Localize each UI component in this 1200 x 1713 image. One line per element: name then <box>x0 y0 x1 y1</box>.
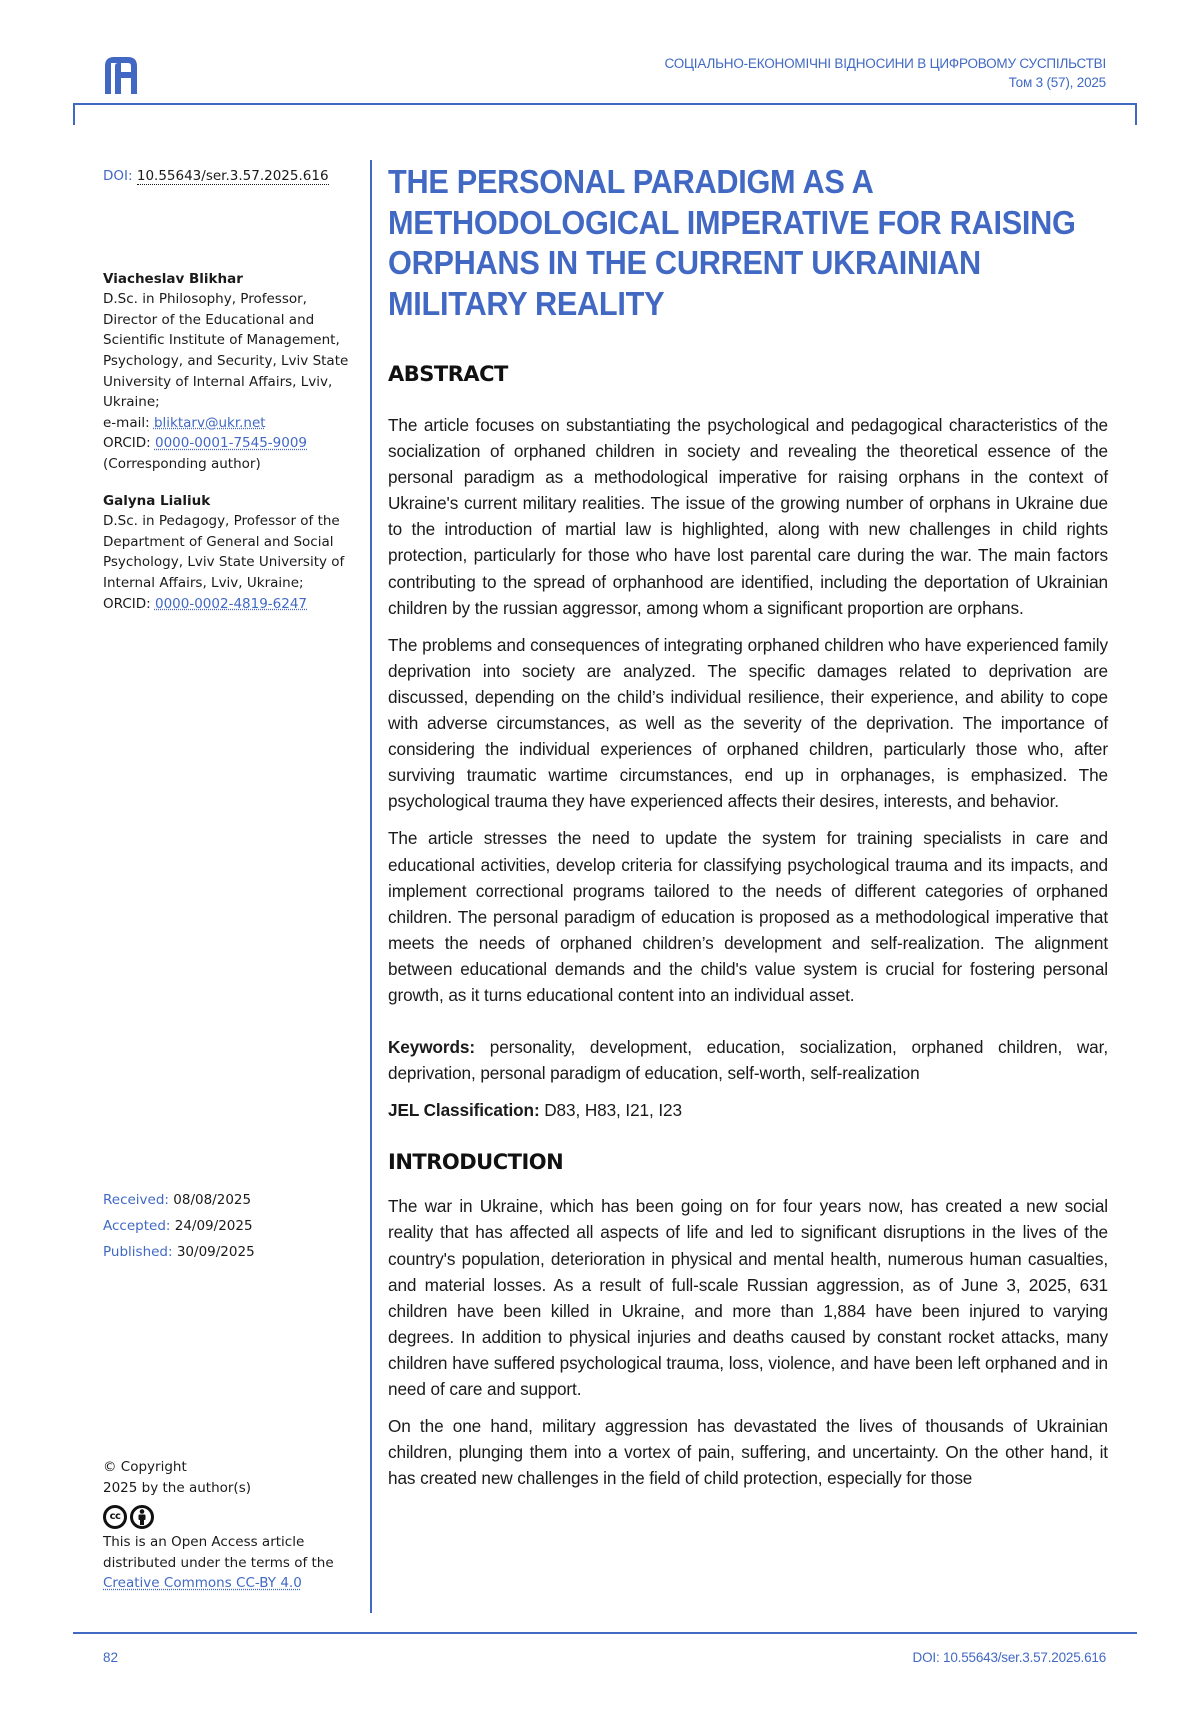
email-link[interactable]: bliktarv@ukr.net <box>153 414 266 431</box>
date-label: Accepted: <box>103 1218 171 1234</box>
keywords-value: personality, development, education, socialization, orphaned children, war, deprivation, personal paradigm of education, self-worth, self-realization <box>388 1037 1108 1084</box>
top-rule-tick-right <box>1135 103 1137 125</box>
date-label: Received: <box>103 1192 169 1208</box>
abstract-heading: ABSTRACT <box>388 362 508 386</box>
attribution-person-icon <box>130 1505 154 1529</box>
author-affiliation: D.Sc. in Philosophy, Professor, Director of the Educational and Scientific Institute of Management, Psychology, and Security, Lviv State University of Internal Affairs, Lviv, Ukraine; <box>103 291 349 411</box>
journal-header <box>664 54 1106 92</box>
copyright-block <box>103 1457 363 1594</box>
date-received <box>103 1187 255 1213</box>
date-accepted <box>103 1213 255 1239</box>
introduction-paragraph: The war in Ukraine, which has been going on for four years now, has created a new social reality that has affected all aspects of life and led to significant disruptions in the lives of the country's population, deterioration in physical and mental health, numerous human casualties, and material losses. As a result of full-scale Russian aggression, as of June 3, 2025, 631 children have been killed in Ukraine, and more than 1,884 have been injured to varying degrees. In addition to physical injuries and deaths caused by constant rocket attacks, many children have suffered psychological trauma, loss, violence, and have been left orphaned and in need of care and support. <box>388 1196 1108 1399</box>
author-name: Viacheslav Blikhar <box>103 270 243 287</box>
introduction-body <box>388 1193 1108 1491</box>
bottom-rule <box>73 1632 1137 1634</box>
keywords <box>388 1034 1108 1086</box>
date-published <box>103 1239 255 1265</box>
doi-link[interactable]: 10.55643/ser.3.57.2025.616 <box>136 168 329 184</box>
jel-classification <box>388 1097 1108 1123</box>
license-text: This is an Open Access article distributed under the terms of the <box>103 1534 334 1571</box>
footer-doi: DOI: 10.55643/ser.3.57.2025.616 <box>912 1650 1106 1665</box>
author-1 <box>103 269 363 475</box>
journal-logo-icon <box>102 54 140 94</box>
doi-label: DOI: <box>103 168 133 184</box>
top-rule <box>73 103 1137 105</box>
date-value: 24/09/2025 <box>174 1218 253 1234</box>
journal-name: СОЦІАЛЬНО-ЕКОНОМІЧНІ ВІДНОСИНИ В ЦИФРОВОМУ СУСПІЛЬСТВІ <box>664 56 1106 71</box>
publication-dates <box>103 1187 255 1265</box>
author-orcid-line <box>103 433 363 454</box>
copyright-year: 2025 by the author(s) <box>103 1479 251 1496</box>
sidebar <box>103 166 363 614</box>
author-name: Galyna Lialiuk <box>103 492 211 509</box>
creative-commons-icon: cc <box>103 1505 127 1529</box>
jel-label: JEL Classification: <box>388 1100 540 1121</box>
license-link[interactable]: Creative Commons CC-BY 4.0 <box>103 1575 302 1592</box>
keywords-label: Keywords: <box>388 1037 475 1058</box>
doi-line <box>103 166 363 187</box>
column-divider <box>370 160 372 1613</box>
article-main <box>388 160 1108 1491</box>
introduction-heading: INTRODUCTION <box>388 1150 564 1175</box>
author-affiliation: D.Sc. in Pedagogy, Professor of the Department of General and Social Psychology, Lviv State University of Internal Affairs, Lviv, Ukraine; <box>103 513 345 591</box>
journal-volume: Том 3 (57), 2025 <box>1008 75 1106 90</box>
orcid-label: ORCID: <box>103 435 151 452</box>
copyright-line: © Copyright <box>103 1459 187 1475</box>
date-value: 08/08/2025 <box>173 1192 252 1208</box>
license-icons <box>103 1505 363 1529</box>
orcid-label: ORCID: <box>103 595 151 612</box>
date-value: 30/09/2025 <box>176 1244 255 1260</box>
author-orcid-line <box>103 594 363 615</box>
page-number: 82 <box>103 1650 119 1665</box>
corresponding-note: (Corresponding author) <box>103 455 261 472</box>
article-title: THE PERSONAL PARADIGM AS A METHODOLOGICAL IMPERATIVE FOR RAISING ORPHANS IN THE CURRENT UKRAINIAN MILITARY REALITY <box>388 163 1076 322</box>
abstract-paragraph: The problems and consequences of integrating orphaned children who have experienced family deprivation into society are analyzed. The specific damages related to deprivation are discussed, depending on the child’s individual resilience, their experience, and ability to cope with adverse circumstances, as well as the severity of the deprivation. The importance of considering the individual experiences of orphaned children, particularly those who, after surviving traumatic wartime circumstances, end up in orphanages, is emphasized. The psychological trauma they have experienced affects their desires, interests, and behavior. <box>388 634 1108 812</box>
author-email-line <box>103 413 363 434</box>
jel-value: D83, H83, I21, I23 <box>544 1100 682 1121</box>
top-rule-tick-left <box>73 103 75 125</box>
abstract-body <box>388 412 1108 1008</box>
date-label: Published: <box>103 1244 173 1260</box>
abstract-paragraph: The article stresses the need to update the system for training specialists in care and educational activities, develop criteria for classifying psychological trauma and its impacts, and implement correctional programs tailored to the needs of different categories of orphaned children. The personal paradigm of education is proposed as a methodological imperative that meets the needs of orphaned children’s development and self-realization. The alignment between educational demands and the child's value system is crucial for fostering personal growth, as it turns educational content into an individual asset. <box>388 828 1108 1005</box>
introduction-paragraph: On the one hand, military aggression has devastated the lives of thousands of Ukrainian children, plunging them into a vortex of pain, suffering, and uncertainty. On the other hand, it has created new challenges in the field of child protection, especially for those <box>388 1416 1108 1489</box>
orcid-link[interactable]: 0000-0002-4819-6247 <box>154 595 308 612</box>
orcid-link[interactable]: 0000-0001-7545-9009 <box>154 435 308 452</box>
author-2 <box>103 491 363 615</box>
abstract-paragraph: The article focuses on substantiating the psychological and pedagogical characteristics of the socialization of orphaned children in society and revealing the theoretical essence of the personal paradigm as a methodological imperative for raising orphans in the context of Ukraine's current military realities. The issue of the growing number of orphans in Ukraine due to the introduction of martial law is highlighted, along with new challenges in child rights protection, particularly for those who have lost parental care during the war. The main factors contributing to the spread of orphanhood are identified, including the deportation of Ukrainian children by the russian aggressor, among whom a significant proportion are orphans. <box>388 415 1108 618</box>
email-label: e-mail: <box>103 414 150 431</box>
